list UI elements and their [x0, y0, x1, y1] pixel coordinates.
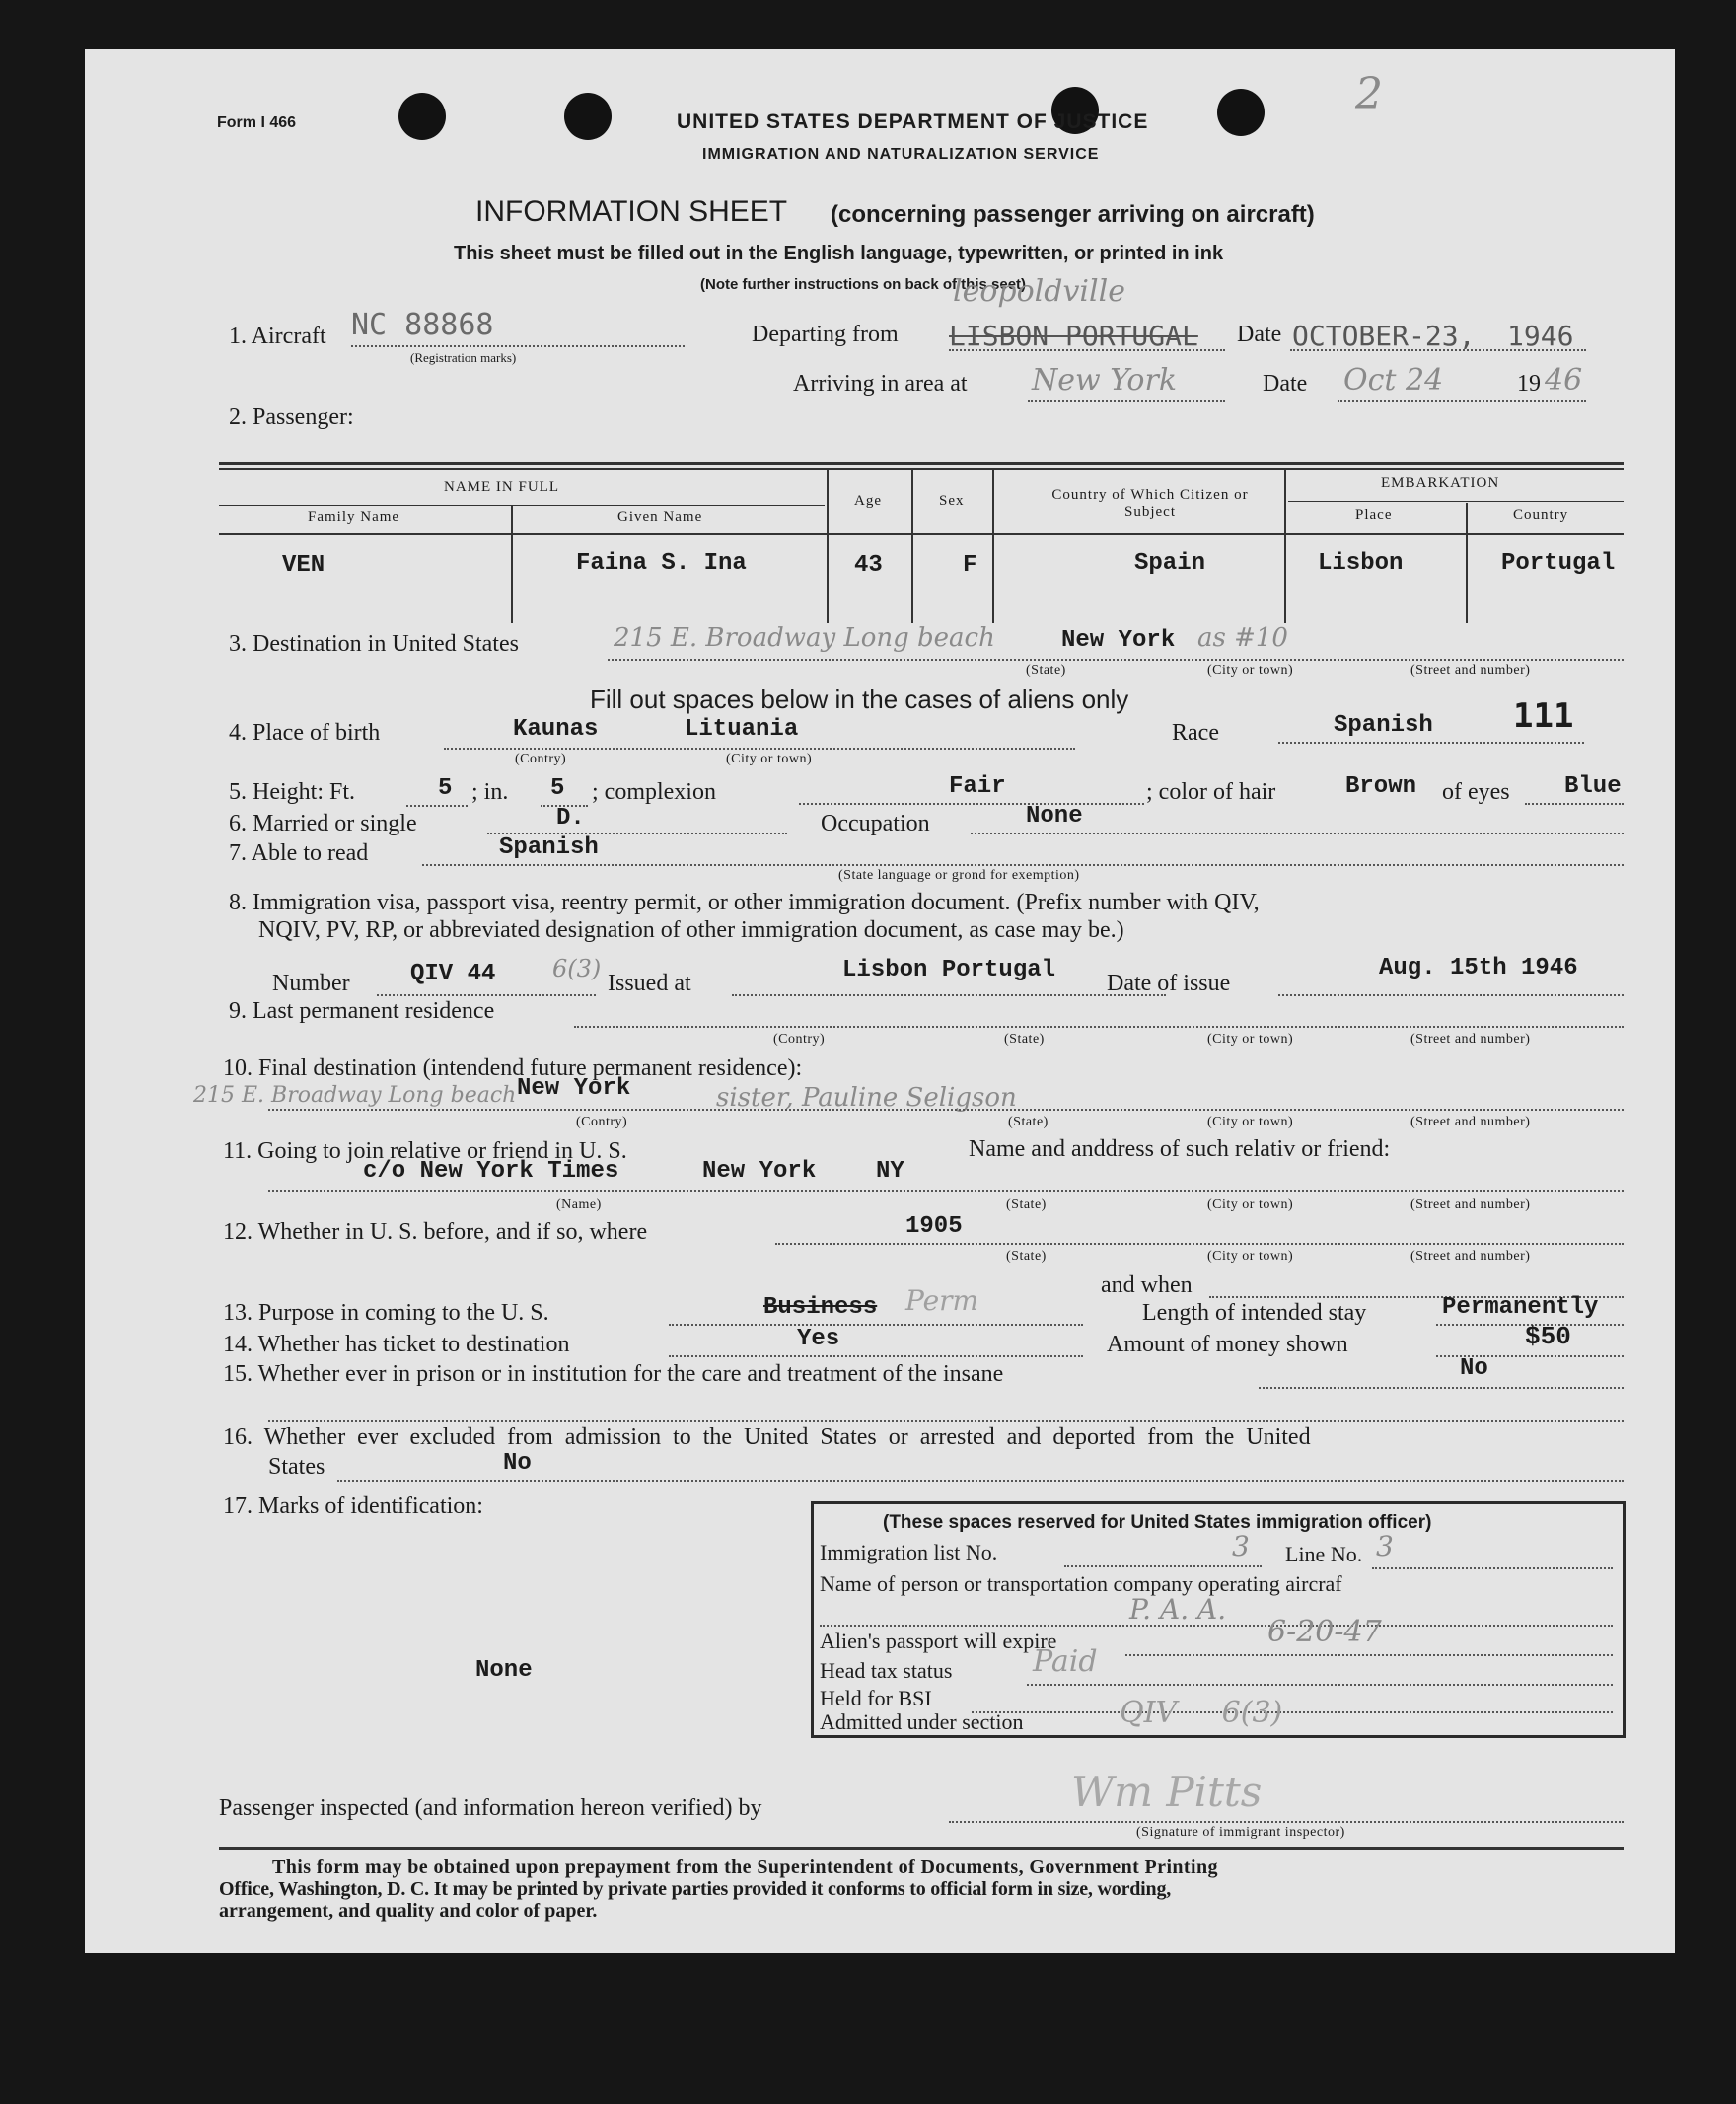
sheet-title: INFORMATION SHEET — [475, 195, 788, 228]
visa-label-1: 8. Immigration visa, passport visa, reentry permit, or other immigration document. (Prefix number with QIV, — [229, 890, 1260, 915]
height-label: 5. Height: Ft. — [229, 779, 356, 805]
destination-street-caption: (Street and number) — [1410, 663, 1531, 678]
emb-place-value: Lisbon — [1318, 550, 1404, 577]
passport-label: Alien's passport will expire — [820, 1629, 1057, 1653]
bsi-label: Held for BSI — [820, 1686, 932, 1710]
final-dest-caption-3: (City or town) — [1207, 1115, 1294, 1129]
before-label: 12. Whether in U. S. before, and if so, where — [223, 1219, 648, 1245]
final-dest-hand-2: sister, Pauline Seligson — [716, 1083, 1017, 1113]
inspected-label: Passenger inspected (and information hereon verified) by — [219, 1795, 762, 1821]
department-name: UNITED STATES DEPARTMENT OF JUSTICE — [677, 110, 1149, 133]
visa-issued-value: Lisbon Portugal — [842, 957, 1056, 983]
birth-label: 4. Place of birth — [229, 720, 381, 746]
purpose-hand: Perm — [905, 1284, 979, 1317]
footer-line-1: This form may be obtained upon prepayment from the Superintendent of Documents, Government Printing — [272, 1856, 1218, 1878]
visa-date-value: Aug. 15th 1946 — [1379, 955, 1578, 981]
birth-city-value: Kaunas — [513, 716, 599, 743]
excluded-value: No — [503, 1450, 532, 1477]
section-label: Admitted under section — [820, 1709, 1024, 1734]
occupation-value: None — [1026, 803, 1083, 830]
emb-country-header: Country — [1513, 507, 1569, 523]
tax-value: Paid — [1033, 1644, 1098, 1679]
residence-caption-1: (Contry) — [773, 1032, 826, 1047]
departing-year: 1946 — [1507, 320, 1574, 352]
name-in-full-header: NAME IN FULL — [444, 479, 559, 495]
corner-mark: 2 — [1355, 69, 1383, 119]
excluded-label-1: 16. Whether ever excluded from admission to the United States or arrested and deported from the United — [223, 1424, 1311, 1450]
instruction-text: This sheet must be filled out in the English language, typewritten, or printed in ink — [454, 243, 1224, 264]
line-no-label: Line No. — [1285, 1542, 1363, 1566]
arriving-year: 46 — [1545, 363, 1583, 398]
stay-value: Permanently — [1442, 1294, 1599, 1321]
purpose-label: 13. Purpose in coming to the U. S. — [223, 1300, 549, 1326]
read-caption: (State language or grond for exemption) — [838, 868, 1080, 883]
birth-caption-2: (City or town) — [726, 752, 813, 766]
sheet-subtitle: (concerning passenger arriving on aircraft) — [831, 201, 1315, 228]
height-in-value: 5 — [550, 775, 565, 802]
form-number: Form I 466 — [217, 114, 297, 131]
punch-hole — [564, 93, 612, 140]
aircraft-label: 1. Aircraft — [229, 324, 326, 349]
eyes-value: Blue — [1564, 773, 1622, 800]
hair-value: Brown — [1345, 773, 1417, 800]
destination-state-caption: (State) — [1026, 663, 1066, 678]
before-caption-2: (City or town) — [1207, 1249, 1294, 1264]
country-header: Country of Which Citizen or Subject — [1051, 487, 1249, 520]
occupation-label: Occupation — [821, 811, 930, 836]
sex-header: Sex — [939, 493, 965, 509]
married-label: 6. Married or single — [229, 811, 417, 836]
tax-label: Head tax status — [820, 1658, 953, 1683]
visa-label-2: NQIV, PV, RP, or abbreviated designation of other immigration document, as case may be.) — [258, 917, 1124, 943]
destination-city-caption: (City or town) — [1207, 663, 1294, 678]
prison-label: 15. Whether ever in prison or in institution for the care and treatment of the insane — [223, 1361, 1004, 1387]
passport-value: 6-20-47 — [1267, 1615, 1382, 1649]
aircraft-caption: (Registration marks) — [410, 350, 517, 365]
arriving-date-label: Date — [1263, 371, 1308, 397]
age-header: Age — [854, 493, 882, 509]
destination-label: 3. Destination in United States — [229, 631, 519, 657]
height-ft-value: 5 — [438, 775, 453, 802]
given-name-header: Given Name — [617, 509, 703, 525]
list-no-label: Immigration list No. — [820, 1540, 998, 1564]
residence-label: 9. Last permanent residence — [229, 998, 495, 1024]
company-value: P. A. A. — [1129, 1593, 1227, 1626]
before-value: 1905 — [905, 1213, 963, 1240]
destination-extra: as #10 — [1197, 623, 1288, 653]
departing-label: Departing from — [752, 322, 899, 347]
stay-label: Length of intended stay — [1142, 1300, 1367, 1326]
married-value: D. — [556, 805, 585, 832]
arriving-date: Oct 24 — [1343, 363, 1444, 398]
relative-caption-2: (State) — [1006, 1197, 1047, 1212]
final-dest-caption-1: (Contry) — [576, 1115, 628, 1129]
footer-line-3: arrangement, and quality and color of paper. — [219, 1900, 598, 1922]
final-dest-label: 10. Final destination (intendend future permanent residence): — [223, 1055, 803, 1081]
destination-handwritten: 215 E. Broadway Long beach — [614, 623, 995, 653]
final-dest-hand-1: 215 E. Broadway Long beach — [193, 1083, 517, 1108]
company-label: Name of person or transportation company operating aircraf — [820, 1571, 1342, 1596]
final-dest-state: New York — [517, 1075, 631, 1102]
aliens-note: Fill out spaces below in the cases of aliens only — [590, 685, 1129, 714]
marks-value: None — [475, 1657, 533, 1684]
relative-caption-3: (City or town) — [1207, 1197, 1294, 1212]
departing-value: LISBON PORTUGAL — [949, 320, 1198, 352]
place-header: Place — [1355, 507, 1393, 523]
departing-correction: leopoldville — [953, 274, 1125, 309]
visa-number-value: QIV 44 — [410, 961, 496, 987]
birth-country-value: Lituania — [685, 716, 799, 743]
birth-caption-1: (Contry) — [515, 752, 567, 766]
officer-box-title: (These spaces reserved for United States immigration officer) — [883, 1512, 1432, 1533]
relative-name-value: c/o New York Times — [363, 1158, 619, 1185]
aircraft-value: NC 88868 — [351, 308, 494, 342]
residence-caption-3: (City or town) — [1207, 1032, 1294, 1047]
final-dest-caption-4: (Street and number) — [1410, 1115, 1531, 1129]
race-code: 111 — [1513, 696, 1574, 736]
emb-country-value: Portugal — [1501, 550, 1616, 577]
visa-number-label: Number — [272, 971, 350, 996]
relative-label: 11. Going to join relative or friend in U. S. — [223, 1138, 627, 1164]
excluded-label-2: States — [268, 1454, 326, 1480]
race-label: Race — [1172, 720, 1219, 746]
departing-date: OCTOBER-23, — [1292, 320, 1476, 352]
given-name-value: Faina S. Ina — [576, 550, 747, 577]
complexion-label: ; complexion — [592, 779, 716, 805]
ticket-label: 14. Whether has ticket to destination — [223, 1332, 570, 1357]
height-in-label: ; in. — [471, 779, 509, 805]
relative-label-2: Name and anddress of such relativ or friend: — [969, 1136, 1391, 1162]
purpose-value: Business — [763, 1294, 878, 1321]
visa-date-label: Date of issue — [1107, 971, 1231, 996]
list-no-value: 3 — [1232, 1530, 1250, 1562]
departing-date-label: Date — [1237, 322, 1282, 347]
line-no-value: 3 — [1376, 1530, 1394, 1562]
punch-hole — [398, 93, 446, 140]
embarkation-header: EMBARKATION — [1381, 475, 1500, 491]
passenger-label: 2. Passenger: — [229, 404, 354, 430]
money-value: $50 — [1525, 1322, 1571, 1351]
officer-box — [811, 1501, 1626, 1738]
age-value: 43 — [854, 552, 883, 579]
before-caption-1: (State) — [1006, 1249, 1047, 1264]
relative-city-value: New York — [702, 1158, 817, 1185]
destination-state: New York — [1061, 627, 1176, 654]
sex-value: F — [963, 552, 977, 579]
inspector-signature: Wm Pitts — [1071, 1768, 1263, 1816]
read-label: 7. Able to read — [229, 840, 369, 866]
arriving-label: Arriving in area at — [793, 371, 968, 397]
relative-state-value: NY — [876, 1158, 904, 1185]
prison-value: No — [1460, 1355, 1488, 1382]
relative-caption-4: (Street and number) — [1410, 1197, 1531, 1212]
before-caption-3: (Street and number) — [1410, 1249, 1531, 1264]
punch-hole — [1217, 89, 1265, 136]
ticket-value: Yes — [797, 1326, 840, 1352]
visa-issued-label: Issued at — [608, 971, 691, 996]
arriving-year-prefix: 19 — [1517, 371, 1541, 397]
relative-caption-1: (Name) — [556, 1197, 602, 1212]
signature-caption: (Signature of immigrant inspector) — [1136, 1825, 1345, 1840]
complexion-value: Fair — [949, 773, 1006, 800]
race-value: Spanish — [1334, 712, 1433, 739]
form-sheet — [85, 49, 1675, 1953]
footer-line-2: Office, Washington, D. C. It may be printed by private parties provided it conforms to official form in size, wording, — [219, 1878, 1172, 1900]
citizen-country-value: Spain — [1134, 550, 1206, 577]
residence-caption-4: (Street and number) — [1410, 1032, 1531, 1047]
visa-number-hand: 6(3) — [552, 955, 602, 982]
family-name-value: VEN — [282, 552, 326, 579]
note-text: (Note further instructions on back of this seet) — [700, 276, 1027, 293]
marks-label: 17. Marks of identification: — [223, 1493, 483, 1519]
service-name: IMMIGRATION AND NATURALIZATION SERVICE — [702, 146, 1100, 163]
read-value: Spanish — [499, 834, 599, 861]
eyes-label: of eyes — [1442, 779, 1510, 805]
final-dest-caption-2: (State) — [1008, 1115, 1049, 1129]
money-label: Amount of money shown — [1107, 1332, 1348, 1357]
hair-label: ; color of hair — [1146, 779, 1276, 805]
residence-caption-2: (State) — [1004, 1032, 1045, 1047]
before-when-label: and when — [1101, 1272, 1193, 1298]
arriving-value: New York — [1032, 363, 1177, 398]
section-value: QIV 6(3) — [1120, 1696, 1283, 1730]
family-name-header: Family Name — [308, 509, 400, 525]
